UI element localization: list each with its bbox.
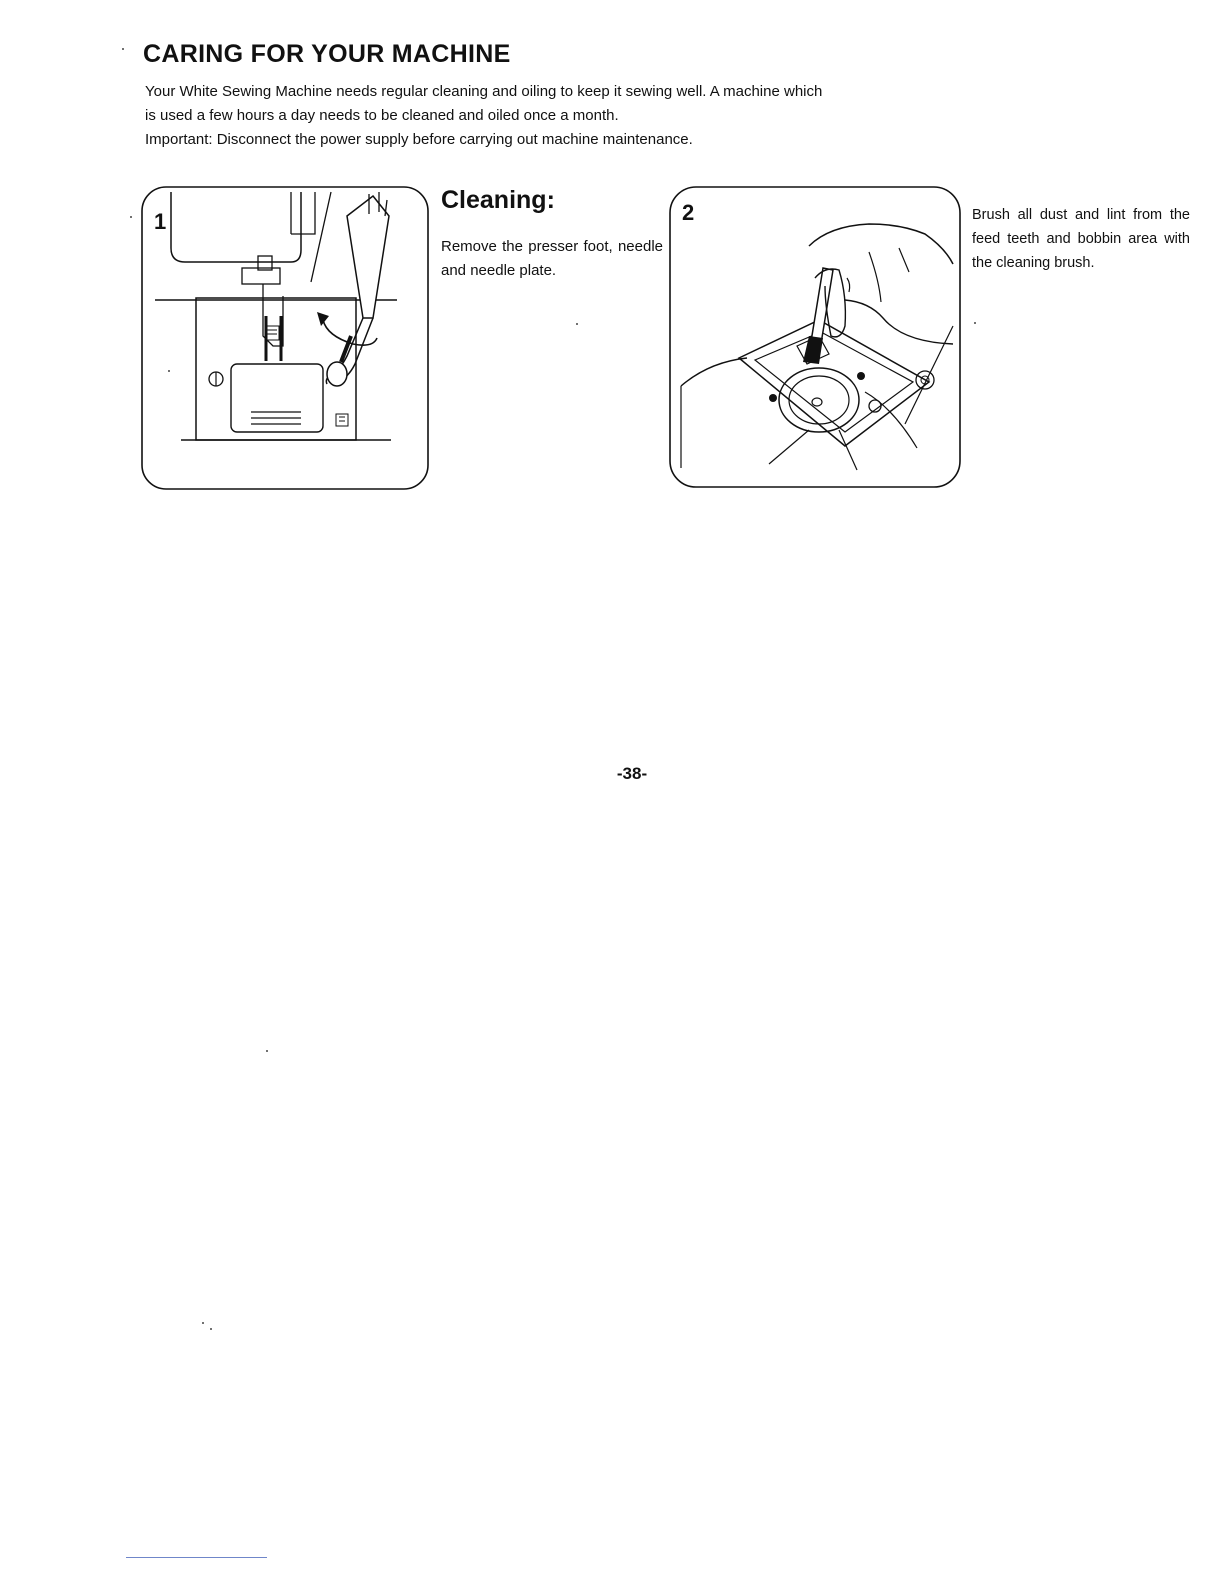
scan-speck bbox=[130, 216, 132, 218]
bobbin-cleaning-illustration bbox=[669, 186, 961, 488]
scan-speck bbox=[576, 323, 578, 325]
scan-speck bbox=[202, 1322, 204, 1324]
intro-paragraph bbox=[145, 80, 1015, 152]
footer-rule bbox=[126, 1557, 267, 1558]
figure-number: 1 bbox=[154, 209, 167, 234]
scan-speck bbox=[210, 1328, 212, 1330]
intro-line: Your White Sewing Machine needs regular cleaning and oiling to keep it sewing well. A machine which bbox=[145, 83, 823, 100]
scan-speck bbox=[122, 48, 124, 50]
cleaning-instructions: Remove the presser foot, needle and needle plate. bbox=[441, 238, 663, 279]
scan-speck bbox=[168, 370, 170, 372]
scan-speck bbox=[974, 322, 976, 324]
scan-speck bbox=[266, 1050, 268, 1052]
important-note: Important: Disconnect the power supply before carrying out machine maintenance. bbox=[145, 131, 693, 148]
page-title: CARING FOR YOUR MACHINE bbox=[143, 40, 511, 68]
figure-1-remove-needle-plate bbox=[141, 186, 429, 490]
needle-plate-illustration bbox=[141, 186, 429, 490]
figure-2-brush-bobbin-area bbox=[669, 186, 961, 488]
intro-line: is used a few hours a day needs to be cleaned and oiled once a month. bbox=[145, 107, 619, 124]
figure-number: 2 bbox=[682, 200, 695, 225]
page-number: -38- bbox=[616, 764, 648, 783]
brush-instructions: Brush all dust and lint from the feed teeth and bobbin area with the cleaning brush. bbox=[972, 206, 1190, 271]
cleaning-heading: Cleaning: bbox=[441, 186, 555, 214]
